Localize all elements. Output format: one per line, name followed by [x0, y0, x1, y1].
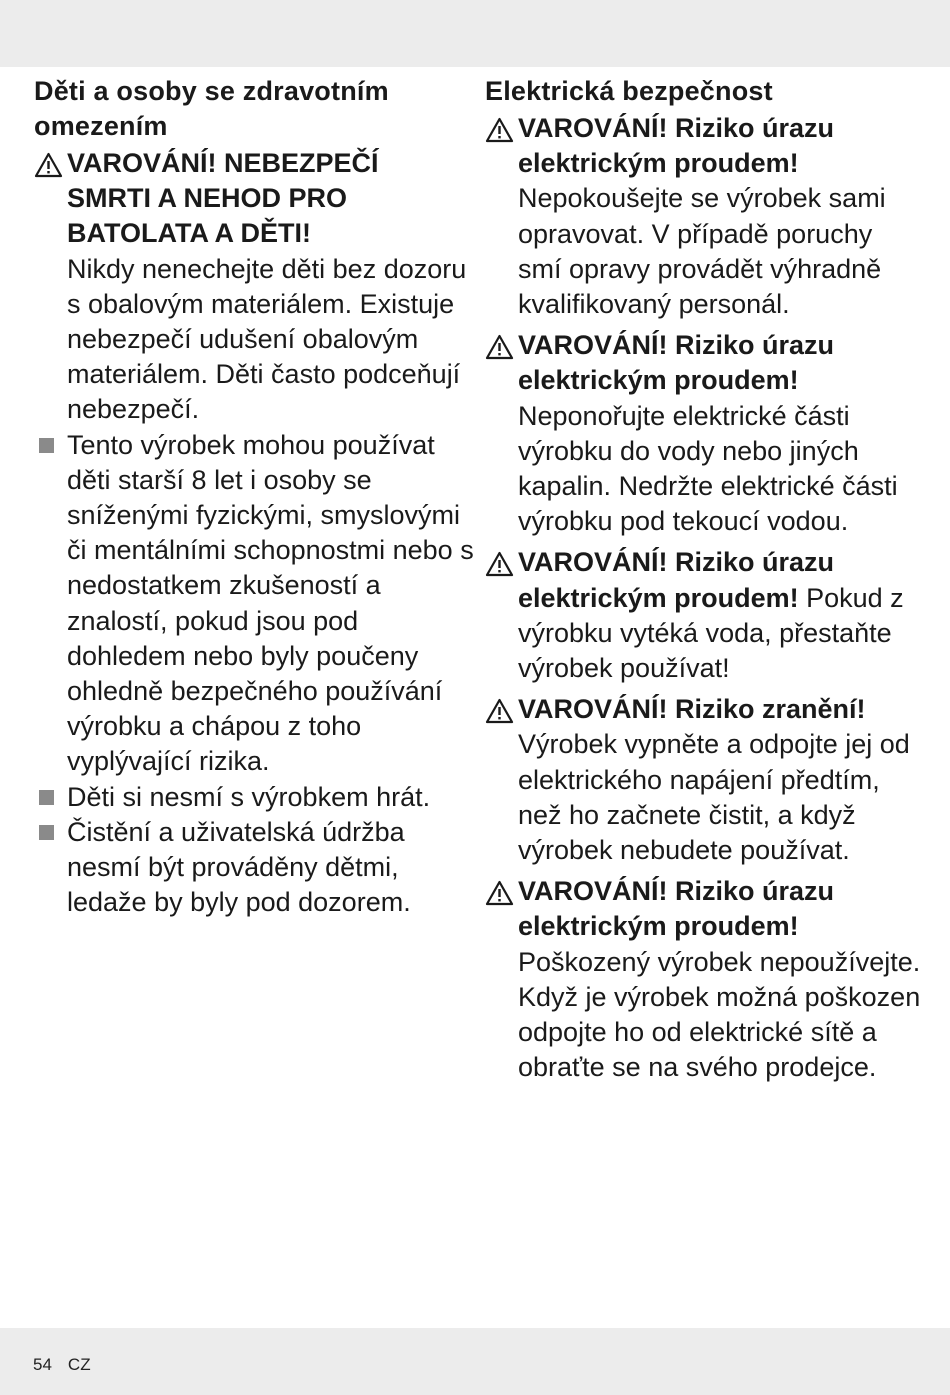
language-code: CZ	[67, 1355, 91, 1374]
warning-title: VAROVÁNÍ! Riziko úrazu elektrickým proudem!	[518, 547, 835, 613]
warning-text: Poškozený výrobek nepoužívejte. Když je výrobek možná poškozen odpojte ho od elektrické sítě a obraťte se na svého prodejce.	[518, 946, 921, 1083]
section-heading-electrical: Elektrická bezpečnost	[485, 76, 773, 106]
warning-triangle-icon	[485, 698, 514, 724]
list-item	[34, 815, 472, 921]
list-item	[34, 428, 477, 780]
warning-text: Nepokoušejte se výrobek sami opravovat. V případě poruchy smí opravy provádět výhradně kvalifikovaný personál.	[518, 183, 886, 320]
warning-block	[485, 328, 918, 539]
section-heading-children: Děti a osoby se zdravotním omezením	[34, 76, 389, 141]
warning-text: Výrobek vypněte a odpojte jej od elektrického napájení předtím, než ho začnete čistit, a když výrobek nebudete používat.	[518, 729, 910, 866]
header-band	[0, 0, 950, 67]
warning-title: VAROVÁNÍ! Riziko úrazu elektrickým proudem!	[518, 330, 835, 396]
warning-triangle-icon	[34, 152, 63, 178]
list-item-text: Čistění a uživatelská údržba nesmí být prováděny dětmi, ledaže by byly pod dozorem.	[67, 816, 411, 918]
warning-triangle-icon	[485, 117, 514, 143]
warning-title: VAROVÁNÍ! Riziko úrazu elektrickým proudem!	[518, 876, 835, 942]
warning-text: Pokud z výrobku vytéká voda, přestaňte výrobek používat!	[518, 582, 904, 684]
list-item-text: Děti si nesmí s výrobkem hrát.	[67, 781, 431, 812]
warning-block	[485, 874, 930, 1085]
warning-title: VAROVÁNÍ! Riziko zranění!	[518, 694, 866, 725]
page-number: 54	[33, 1355, 52, 1374]
square-bullet-icon	[39, 438, 54, 453]
square-bullet-icon	[39, 790, 54, 805]
warning-title: VAROVÁNÍ! Riziko úrazu elektrickým proudem!	[518, 113, 835, 179]
page-footer	[33, 1355, 107, 1375]
list-item	[34, 780, 477, 815]
right-column	[485, 74, 930, 1085]
warning-triangle-icon	[485, 880, 514, 906]
warning-block	[485, 545, 930, 686]
square-bullet-icon	[39, 825, 54, 840]
warning-block	[34, 146, 474, 428]
warning-block	[485, 111, 918, 322]
footer-band	[0, 1328, 950, 1395]
warning-triangle-icon	[485, 334, 514, 360]
left-column	[34, 74, 474, 920]
warning-text: Neponořujte elektrické části výrobku do vody nebo jiných kapalin. Nedržte elektrické části výrobku pod tekoucí vodou.	[518, 400, 898, 537]
warning-block	[485, 692, 930, 868]
warning-text: Nikdy nenechejte děti bez dozoru s obalovým materiálem. Existuje nebezpečí udušení obalovým materiálem. Děti často podceňují nebezpečí.	[67, 253, 467, 425]
list-item-text: Tento výrobek mohou používat děti starší 8 let i osoby se sníženými fyzickými, smyslovými či mentálními schopnostmi nebo s nedostatkem zkušeností a znalostí, pokud jsou pod dohledem nebo byly poučeny ohledně bezpečného používání výrobku a chápou z toho vyplývající rizika.	[67, 429, 474, 777]
warning-triangle-icon	[485, 551, 514, 577]
warning-title: VAROVÁNÍ! NEBEZPEČÍ SMRTI A NEHOD PRO BATOLATA A DĚTI!	[67, 148, 379, 249]
